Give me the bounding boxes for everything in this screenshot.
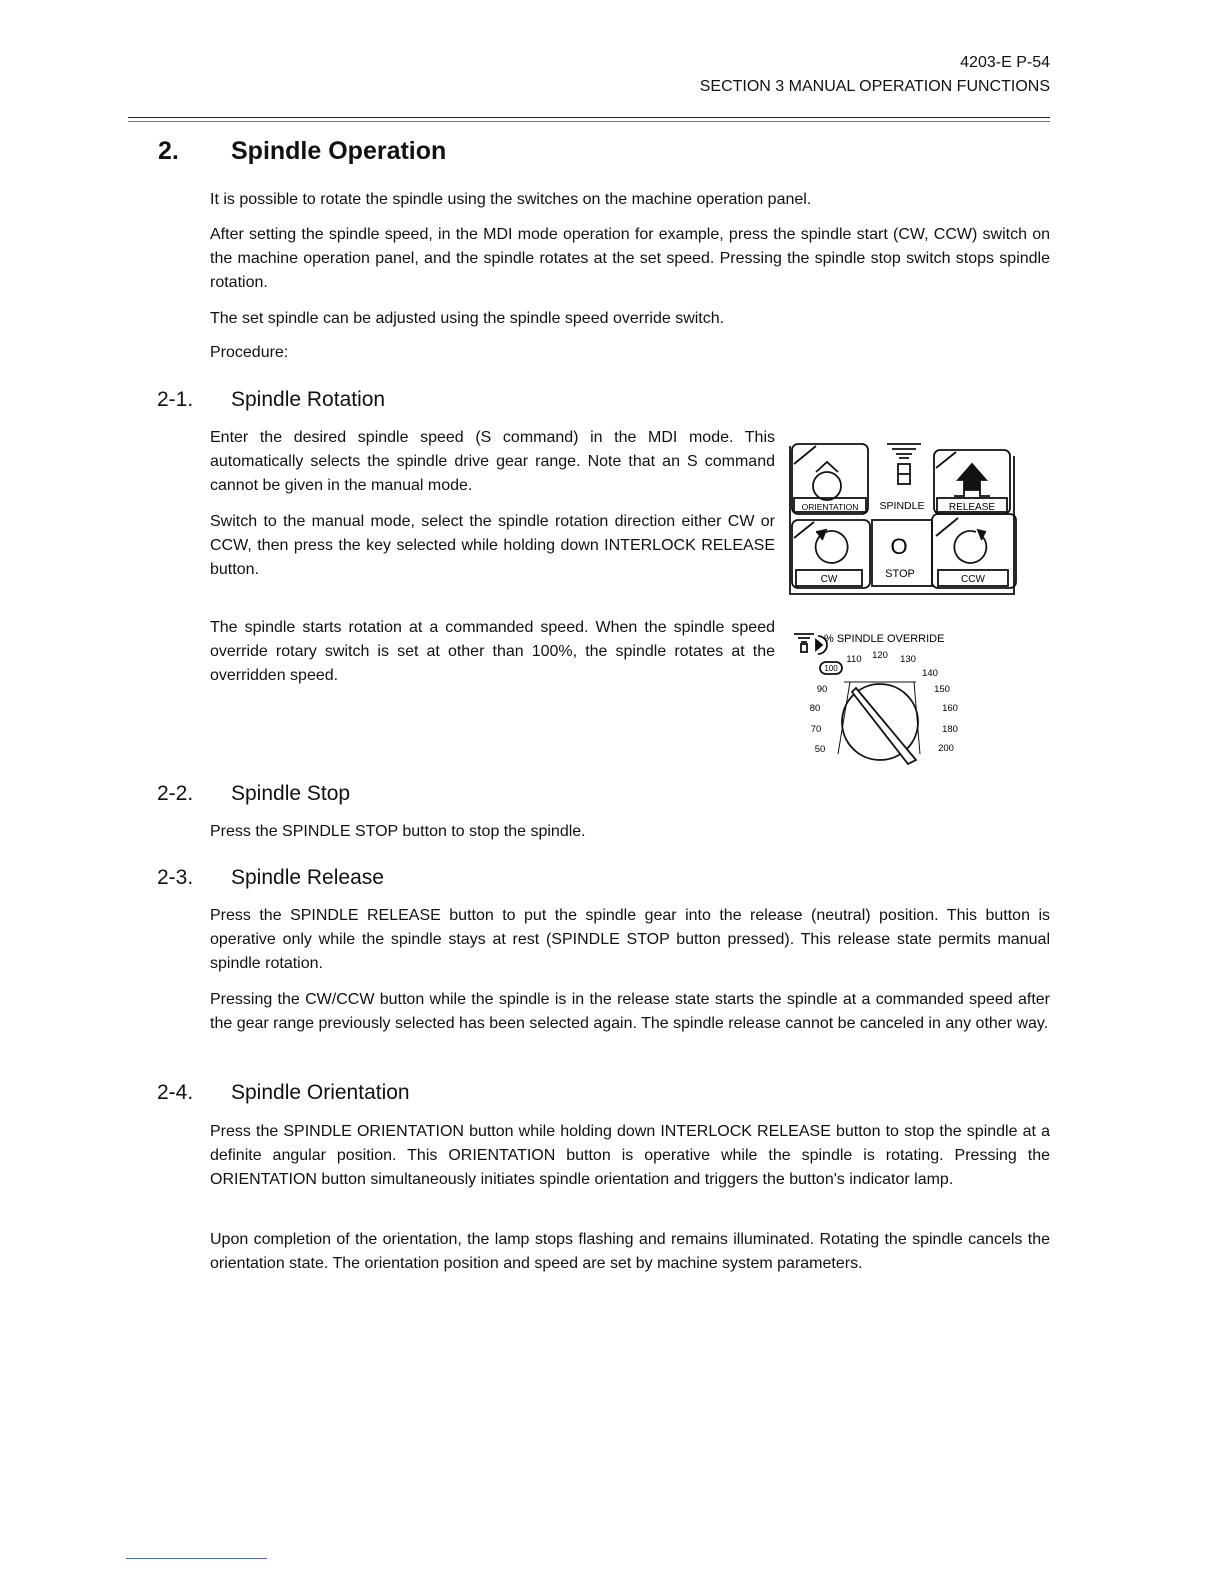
dial-mark-label: 80 [809, 703, 821, 714]
header-rule-secondary [128, 121, 1050, 122]
rotation-paragraph: Switch to the manual mode, select the spindle rotation direction either CW or CCW, then press the key selected while holding down INTERLOCK RELEASE button. [210, 513, 775, 578]
subsection-number: 2-2. [157, 782, 194, 805]
subsection-number: 2-3. [157, 866, 194, 889]
spindle-symbol-icon [887, 444, 921, 458]
release-arrow-icon [958, 464, 986, 490]
orientation-paragraph: Press the SPINDLE ORIENTATION button while holding down INTERLOCK RELEASE button to stop the spindle at a definite angular position. This ORIENTATION button is operative while the spindle is rotating. Pressing the ORIENTATION button simultaneously initiates spindle orientation and triggers the button's indicator lamp. [210, 1123, 1050, 1188]
subsection-title: Spindle Orientation [231, 1081, 410, 1104]
spindle-button-panel [786, 436, 1020, 598]
intro-paragraph: The set spindle can be adjusted using the spindle speed override switch. [210, 310, 725, 327]
dial-mark-label: 130 [900, 654, 916, 665]
dial-mark-label: 50 [814, 744, 826, 755]
header-rule [128, 117, 1050, 118]
page-reference: 4203-E P-54 [960, 54, 1050, 71]
rotation-paragraph: The spindle starts rotation at a commanded speed. When the spindle speed override rotary switch is set at other than 100%, the spindle rotates at the overridden speed. [210, 619, 775, 684]
stop-paragraph: Press the SPINDLE STOP button to stop the spindle. [210, 823, 586, 840]
section-number: 2. [158, 137, 179, 165]
orientation-paragraph: Upon completion of the orientation, the lamp stops flashing and remains illuminated. Rotating the spindle cancels the orientation state. The orientation position and speed are set by machine system parameters. [210, 1231, 1050, 1272]
subsection-number: 2-4. [157, 1081, 194, 1104]
procedure-label: Procedure: [210, 344, 289, 361]
dial-mark-label: 180 [942, 724, 958, 735]
override-knob-pointer [852, 688, 916, 764]
orientation-icon [813, 472, 841, 500]
stop-label: STOP [885, 568, 915, 580]
ccw-label: CCW [961, 574, 985, 585]
dial-mark-label: 140 [922, 668, 938, 679]
override-arrow-icon [816, 640, 822, 650]
dial-mark-label: 90 [816, 684, 828, 695]
dial-mark-label: 120 [872, 650, 888, 661]
lamp-mark [794, 446, 816, 464]
dial-mark-label: 110 [846, 654, 862, 665]
subsection-title: Spindle Stop [231, 782, 351, 805]
section-title: Spindle Operation [231, 137, 447, 165]
spindle-symbol-icon [801, 644, 807, 652]
cw-label: CW [820, 574, 838, 585]
dial-mark-label: 160 [942, 703, 958, 714]
release-label: RELEASE [948, 502, 996, 513]
intro-paragraph: After setting the spindle speed, in the MDI mode operation for example, press the spindle start (CW, CCW) switch on the machine operation panel, and the spindle rotates at the set speed. Pressing the spindle stop switch stops spindle rotation. [210, 226, 1050, 291]
dial-mark-label: 200 [938, 743, 954, 754]
stop-symbol: O [890, 534, 908, 559]
release-paragraph: Pressing the CW/CCW button while the spindle is in the release state starts the spindle at a commanded speed after the gear range previously selected has been selected again. The spindle release cannot be canceled in any other way. [210, 991, 1050, 1032]
rotation-paragraph: Enter the desired spindle speed (S command) in the MDI mode. This automatically selects the spindle drive gear range. Note that an S command cannot be given in the manual mode. [210, 429, 775, 494]
release-paragraph: Press the SPINDLE RELEASE button to put the spindle gear into the release (neutral) position. This button is operative only while the spindle stays at rest (SPINDLE STOP button pressed). This release state permits manual spindle rotation. [210, 907, 1050, 972]
orientation-label: ORIENTATION [801, 502, 859, 512]
intro-paragraph: It is possible to rotate the spindle using the switches on the machine operation panel. [210, 191, 812, 208]
section-header: SECTION 3 MANUAL OPERATION FUNCTIONS [699, 78, 1050, 95]
footer-rule [126, 1558, 267, 1559]
lamp-mark [794, 522, 814, 538]
subsection-title: Spindle Rotation [231, 388, 386, 411]
lamp-mark [936, 452, 956, 468]
subsection-title: Spindle Release [231, 866, 384, 889]
dial-mark-label: 100 [824, 664, 838, 673]
dial-mark-label: 70 [810, 724, 822, 735]
spindle-symbol-icon [794, 634, 814, 642]
lamp-mark [936, 518, 958, 536]
override-title: % SPINDLE OVERRIDE [824, 633, 945, 645]
dial-mark-label: 150 [934, 684, 950, 695]
orientation-arrow-icon [816, 462, 838, 472]
subsection-number: 2-1. [157, 388, 194, 411]
spindle-override-dial [790, 622, 980, 772]
spindle-label: SPINDLE [879, 500, 925, 512]
